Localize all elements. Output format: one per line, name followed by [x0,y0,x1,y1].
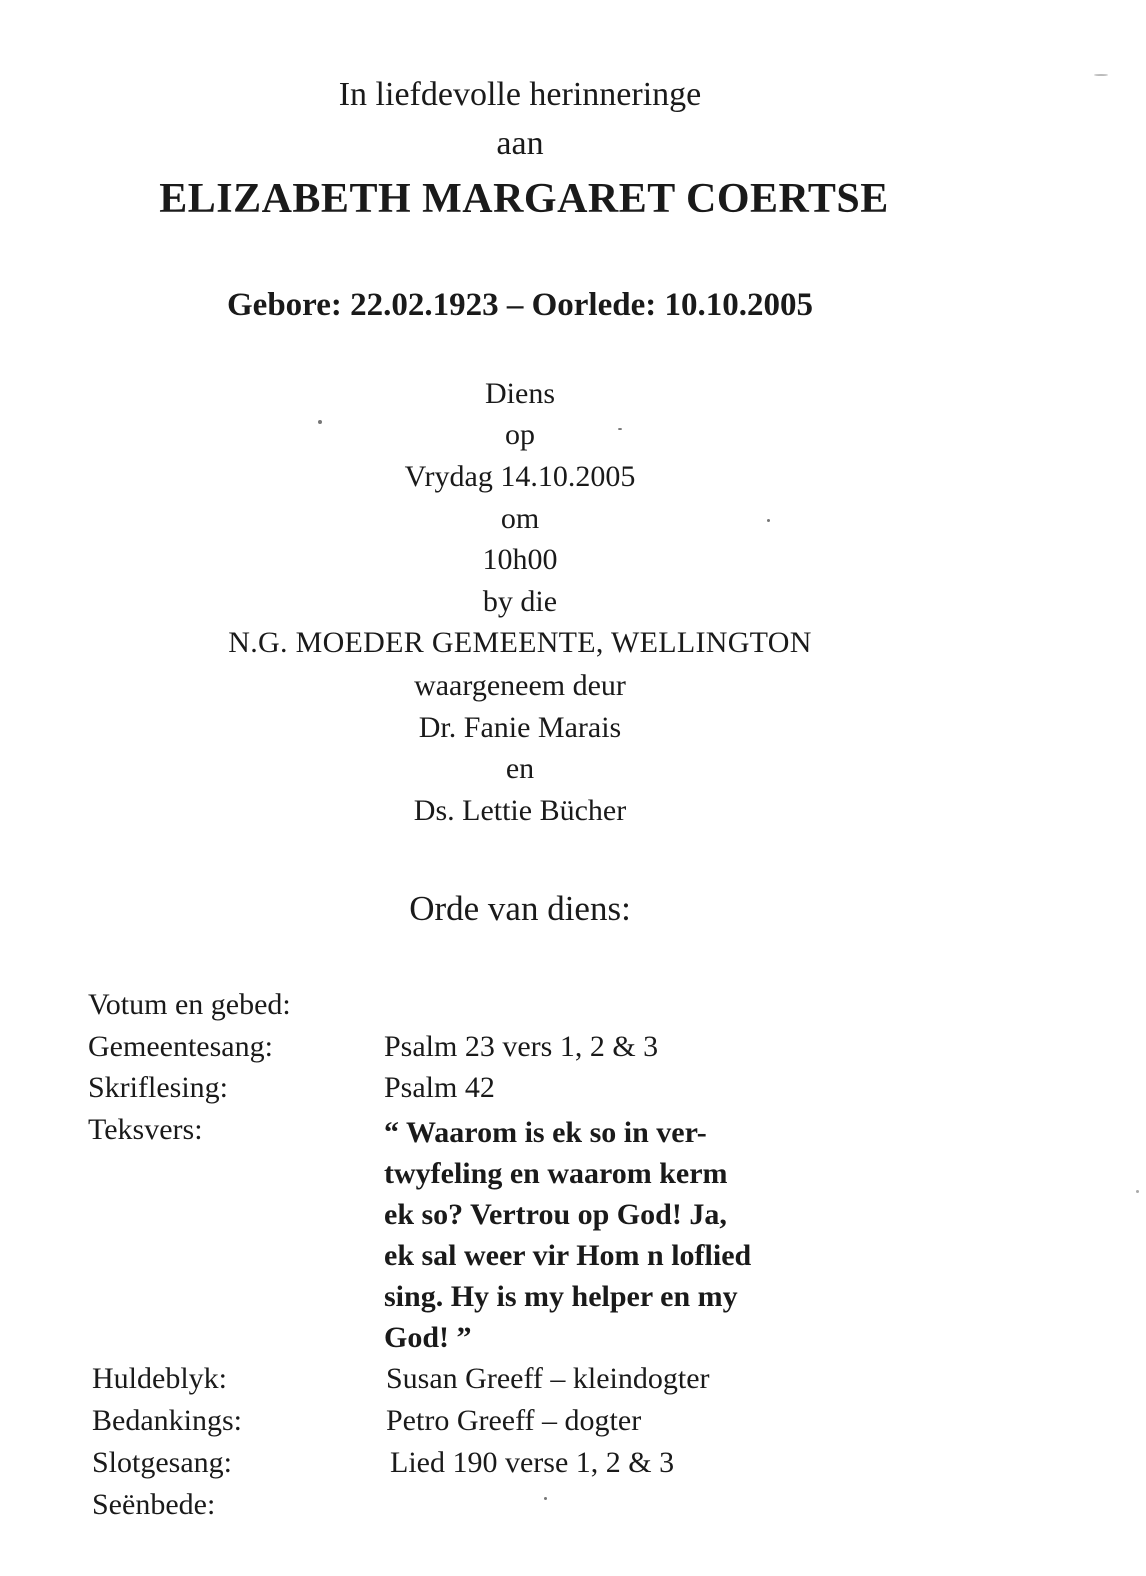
scan-speck [618,428,622,430]
scan-speck [318,420,322,424]
service-line-by-die: by die [482,585,558,618]
program-label: Teksvers: [88,1113,203,1146]
church-name: N.G. MOEDER GEMEENTE, WELLINGTON [228,626,812,659]
text-verse-line: ek so? Vertrou op God! Ja, [384,1198,727,1231]
service-line-op: op [505,418,535,451]
text-verse-line: twyfeling en waarom kerm [384,1157,728,1190]
scan-speck [544,1497,547,1500]
text-verse-line: God! ” [384,1321,472,1354]
program-label: Huldeblyk: [92,1362,227,1395]
program-value: Petro Greeff – dogter [386,1404,642,1437]
officiant-and: en [505,752,535,785]
intro-line: In liefdevolle herinneringe [338,76,702,113]
officiated-by-label: waargeneem deur [414,669,626,702]
program-value: Psalm 23 vers 1, 2 & 3 [384,1030,659,1063]
intro-aan: aan [496,125,544,162]
text-verse [384,1112,751,1358]
scan-speck [1136,1190,1139,1193]
program-value: Susan Greeff – kleindogter [386,1362,710,1395]
program-label: Bedankings: [92,1404,242,1437]
service-line-diens: Diens [485,377,555,410]
program-label: Seënbede: [92,1488,216,1521]
deceased-name: ELIZABETH MARGARET COERTSE [159,176,889,222]
program-label: Gemeentesang: [88,1030,273,1063]
text-verse-line: “ Waarom is ek so in ver- [384,1116,707,1149]
service-date: Vrydag 14.10.2005 [404,460,636,493]
text-verse-line: sing. Hy is my helper en my [384,1280,738,1313]
service-line-om: om [500,502,540,535]
service-time: 10h00 [482,543,558,576]
order-of-service-heading: Orde van diens: [409,889,631,928]
scan-speck [1094,74,1108,76]
text-verse-line: ek sal weer vir Hom n loflied [384,1239,752,1272]
program-label: Slotgesang: [92,1446,232,1479]
officiant-2: Ds. Lettie Bücher [413,794,627,827]
program-value: Psalm 42 [384,1071,495,1104]
scan-speck [767,519,770,522]
program-value: Lied 190 verse 1, 2 & 3 [390,1446,675,1479]
officiant-1: Dr. Fanie Marais [418,711,622,744]
program-label: Votum en gebed: [88,988,291,1021]
program-label: Skriflesing: [88,1071,228,1104]
birth-death-dates: Gebore: 22.02.1923 – Oorlede: 10.10.2005 [227,287,813,323]
